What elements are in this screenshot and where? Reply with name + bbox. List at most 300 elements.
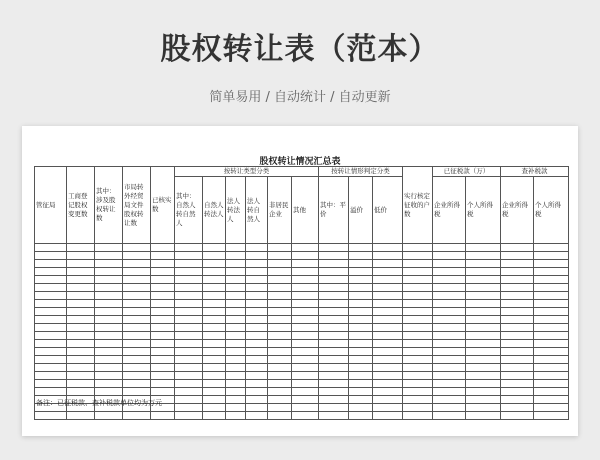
table-cell[interactable] [373,348,403,356]
table-cell[interactable] [403,348,433,356]
table-cell[interactable] [466,332,501,340]
table-cell[interactable] [534,308,569,316]
table-cell[interactable] [292,252,319,260]
table-cell[interactable] [373,292,403,300]
table-cell[interactable] [67,364,95,372]
table-cell[interactable] [35,252,67,260]
table-cell[interactable] [95,412,123,420]
table-cell[interactable] [35,308,67,316]
table-cell[interactable] [151,244,175,252]
table-cell[interactable] [151,372,175,380]
table-cell[interactable] [501,348,534,356]
table-cell[interactable] [175,388,203,396]
table-cell[interactable] [175,260,203,268]
table-cell[interactable] [226,372,246,380]
table-cell[interactable] [175,364,203,372]
table-cell[interactable] [268,380,292,388]
table-cell[interactable] [226,332,246,340]
table-cell[interactable] [246,348,268,356]
table-cell[interactable] [67,284,95,292]
table-cell[interactable] [433,340,466,348]
table-cell[interactable] [433,284,466,292]
table-cell[interactable] [246,340,268,348]
table-cell[interactable] [67,332,95,340]
table-cell[interactable] [123,364,151,372]
table-cell[interactable] [292,388,319,396]
table-cell[interactable] [292,332,319,340]
table-cell[interactable] [501,364,534,372]
table-cell[interactable] [349,332,373,340]
table-cell[interactable] [319,404,349,412]
table-cell[interactable] [349,372,373,380]
table-cell[interactable] [319,284,349,292]
table-cell[interactable] [433,412,466,420]
table-cell[interactable] [534,364,569,372]
table-cell[interactable] [349,404,373,412]
table-cell[interactable] [95,364,123,372]
table-cell[interactable] [35,292,67,300]
table-cell[interactable] [292,324,319,332]
table-cell[interactable] [403,372,433,380]
table-cell[interactable] [433,364,466,372]
table-cell[interactable] [403,300,433,308]
table-cell[interactable] [373,300,403,308]
table-cell[interactable] [373,260,403,268]
table-cell[interactable] [373,412,403,420]
table-cell[interactable] [35,324,67,332]
table-cell[interactable] [67,380,95,388]
table-cell[interactable] [175,324,203,332]
table-cell[interactable] [203,372,226,380]
table-cell[interactable] [501,332,534,340]
table-cell[interactable] [292,268,319,276]
table-cell[interactable] [175,292,203,300]
table-cell[interactable] [203,412,226,420]
table-cell[interactable] [35,356,67,364]
table-cell[interactable] [403,276,433,284]
table-cell[interactable] [151,292,175,300]
table-cell[interactable] [123,260,151,268]
table-cell[interactable] [123,348,151,356]
table-cell[interactable] [466,292,501,300]
table-cell[interactable] [95,300,123,308]
table-cell[interactable] [175,372,203,380]
table-cell[interactable] [123,252,151,260]
table-cell[interactable] [292,340,319,348]
table-cell[interactable] [123,308,151,316]
table-cell[interactable] [123,332,151,340]
table-cell[interactable] [403,340,433,348]
table-cell[interactable] [349,316,373,324]
table-cell[interactable] [501,268,534,276]
table-cell[interactable] [501,372,534,380]
table-cell[interactable] [501,340,534,348]
table-cell[interactable] [95,332,123,340]
table-cell[interactable] [319,324,349,332]
table-cell[interactable] [292,276,319,284]
table-cell[interactable] [226,404,246,412]
table-cell[interactable] [292,260,319,268]
table-cell[interactable] [433,372,466,380]
table-cell[interactable] [373,380,403,388]
table-cell[interactable] [466,348,501,356]
table-cell[interactable] [151,268,175,276]
table-cell[interactable] [501,316,534,324]
table-cell[interactable] [95,292,123,300]
table-cell[interactable] [151,284,175,292]
table-cell[interactable] [123,284,151,292]
table-cell[interactable] [67,340,95,348]
table-cell[interactable] [403,324,433,332]
table-cell[interactable] [319,244,349,252]
table-cell[interactable] [95,372,123,380]
table-cell[interactable] [433,396,466,404]
table-cell[interactable] [175,340,203,348]
table-cell[interactable] [95,268,123,276]
table-cell[interactable] [175,300,203,308]
table-cell[interactable] [268,364,292,372]
table-cell[interactable] [534,276,569,284]
table-cell[interactable] [501,300,534,308]
table-cell[interactable] [501,412,534,420]
table-cell[interactable] [95,380,123,388]
table-cell[interactable] [226,364,246,372]
table-cell[interactable] [319,372,349,380]
table-cell[interactable] [373,324,403,332]
table-cell[interactable] [203,260,226,268]
table-cell[interactable] [67,388,95,396]
table-cell[interactable] [203,300,226,308]
table-cell[interactable] [319,300,349,308]
table-cell[interactable] [433,404,466,412]
table-cell[interactable] [203,276,226,284]
table-cell[interactable] [268,292,292,300]
table-cell[interactable] [433,268,466,276]
table-cell[interactable] [203,396,226,404]
table-cell[interactable] [226,300,246,308]
table-cell[interactable] [534,300,569,308]
table-cell[interactable] [123,372,151,380]
table-cell[interactable] [373,308,403,316]
table-cell[interactable] [95,252,123,260]
table-cell[interactable] [466,412,501,420]
table-cell[interactable] [319,308,349,316]
table-cell[interactable] [466,388,501,396]
table-cell[interactable] [175,332,203,340]
table-cell[interactable] [268,372,292,380]
table-cell[interactable] [123,276,151,284]
table-cell[interactable] [534,356,569,364]
table-cell[interactable] [35,332,67,340]
table-cell[interactable] [466,268,501,276]
table-cell[interactable] [466,300,501,308]
table-cell[interactable] [95,348,123,356]
table-cell[interactable] [246,284,268,292]
table-cell[interactable] [226,276,246,284]
table-cell[interactable] [268,284,292,292]
table-cell[interactable] [35,340,67,348]
table-cell[interactable] [501,276,534,284]
table-cell[interactable] [403,244,433,252]
table-cell[interactable] [501,396,534,404]
table-cell[interactable] [268,268,292,276]
table-cell[interactable] [534,396,569,404]
table-cell[interactable] [246,356,268,364]
table-cell[interactable] [226,380,246,388]
table-cell[interactable] [203,308,226,316]
table-cell[interactable] [35,412,67,420]
table-cell[interactable] [95,284,123,292]
table-cell[interactable] [433,316,466,324]
table-cell[interactable] [35,372,67,380]
table-cell[interactable] [151,412,175,420]
table-cell[interactable] [534,332,569,340]
table-cell[interactable] [466,380,501,388]
table-cell[interactable] [35,260,67,268]
table-cell[interactable] [175,252,203,260]
table-cell[interactable] [373,356,403,364]
table-cell[interactable] [501,404,534,412]
table-cell[interactable] [268,332,292,340]
table-cell[interactable] [35,276,67,284]
table-cell[interactable] [151,260,175,268]
table-cell[interactable] [175,412,203,420]
table-cell[interactable] [246,300,268,308]
table-cell[interactable] [95,324,123,332]
table-cell[interactable] [466,244,501,252]
table-cell[interactable] [349,260,373,268]
table-cell[interactable] [175,356,203,364]
table-cell[interactable] [319,252,349,260]
table-cell[interactable] [319,356,349,364]
table-cell[interactable] [95,356,123,364]
table-cell[interactable] [246,308,268,316]
table-cell[interactable] [203,292,226,300]
table-cell[interactable] [35,380,67,388]
table-cell[interactable] [501,292,534,300]
table-cell[interactable] [319,260,349,268]
table-cell[interactable] [534,340,569,348]
table-cell[interactable] [226,244,246,252]
table-cell[interactable] [433,300,466,308]
table-cell[interactable] [203,268,226,276]
table-cell[interactable] [95,340,123,348]
table-cell[interactable] [268,356,292,364]
table-cell[interactable] [123,324,151,332]
table-cell[interactable] [123,300,151,308]
table-cell[interactable] [403,268,433,276]
table-cell[interactable] [151,324,175,332]
table-cell[interactable] [292,308,319,316]
table-cell[interactable] [349,268,373,276]
table-cell[interactable] [403,284,433,292]
table-cell[interactable] [433,244,466,252]
table-cell[interactable] [292,292,319,300]
table-cell[interactable] [246,316,268,324]
table-cell[interactable] [203,404,226,412]
table-cell[interactable] [349,284,373,292]
table-cell[interactable] [501,284,534,292]
table-cell[interactable] [246,244,268,252]
table-cell[interactable] [466,316,501,324]
table-cell[interactable] [67,276,95,284]
table-cell[interactable] [466,340,501,348]
table-cell[interactable] [151,364,175,372]
table-cell[interactable] [373,332,403,340]
table-cell[interactable] [203,380,226,388]
table-cell[interactable] [534,348,569,356]
table-cell[interactable] [349,364,373,372]
table-cell[interactable] [466,324,501,332]
table-cell[interactable] [35,300,67,308]
table-cell[interactable] [466,276,501,284]
table-cell[interactable] [268,396,292,404]
table-cell[interactable] [123,244,151,252]
table-cell[interactable] [151,316,175,324]
table-cell[interactable] [349,340,373,348]
table-cell[interactable] [534,260,569,268]
table-cell[interactable] [403,356,433,364]
table-cell[interactable] [35,388,67,396]
table-cell[interactable] [292,316,319,324]
table-cell[interactable] [534,252,569,260]
table-cell[interactable] [534,244,569,252]
table-cell[interactable] [203,332,226,340]
table-cell[interactable] [466,252,501,260]
table-cell[interactable] [67,372,95,380]
table-cell[interactable] [373,404,403,412]
table-cell[interactable] [501,252,534,260]
table-cell[interactable] [67,308,95,316]
table-cell[interactable] [203,324,226,332]
table-cell[interactable] [226,268,246,276]
table-cell[interactable] [226,252,246,260]
table-cell[interactable] [466,396,501,404]
table-cell[interactable] [501,356,534,364]
table-cell[interactable] [403,308,433,316]
table-cell[interactable] [226,292,246,300]
table-cell[interactable] [246,412,268,420]
table-cell[interactable] [203,316,226,324]
table-cell[interactable] [67,268,95,276]
table-cell[interactable] [433,260,466,268]
table-cell[interactable] [175,380,203,388]
table-cell[interactable] [501,244,534,252]
table-cell[interactable] [373,316,403,324]
table-cell[interactable] [35,244,67,252]
table-cell[interactable] [501,388,534,396]
table-cell[interactable] [123,292,151,300]
table-cell[interactable] [246,388,268,396]
table-cell[interactable] [373,372,403,380]
table-cell[interactable] [268,252,292,260]
table-cell[interactable] [151,308,175,316]
table-cell[interactable] [319,276,349,284]
table-cell[interactable] [268,388,292,396]
table-cell[interactable] [268,316,292,324]
table-cell[interactable] [403,292,433,300]
table-cell[interactable] [403,396,433,404]
table-cell[interactable] [67,244,95,252]
table-cell[interactable] [67,292,95,300]
table-cell[interactable] [373,268,403,276]
table-cell[interactable] [95,388,123,396]
table-cell[interactable] [534,404,569,412]
table-cell[interactable] [246,268,268,276]
table-cell[interactable] [403,260,433,268]
table-cell[interactable] [95,244,123,252]
table-cell[interactable] [501,380,534,388]
table-cell[interactable] [349,324,373,332]
table-cell[interactable] [203,252,226,260]
table-cell[interactable] [292,412,319,420]
table-cell[interactable] [433,308,466,316]
table-cell[interactable] [534,388,569,396]
table-cell[interactable] [319,316,349,324]
table-cell[interactable] [292,396,319,404]
table-cell[interactable] [67,300,95,308]
table-cell[interactable] [373,388,403,396]
table-cell[interactable] [319,268,349,276]
table-cell[interactable] [466,364,501,372]
table-cell[interactable] [123,388,151,396]
table-cell[interactable] [151,380,175,388]
table-cell[interactable] [123,380,151,388]
table-cell[interactable] [95,308,123,316]
table-cell[interactable] [203,348,226,356]
table-cell[interactable] [466,308,501,316]
table-cell[interactable] [292,348,319,356]
table-cell[interactable] [319,364,349,372]
table-cell[interactable] [292,244,319,252]
table-cell[interactable] [151,276,175,284]
table-cell[interactable] [403,404,433,412]
table-cell[interactable] [35,348,67,356]
table-cell[interactable] [501,260,534,268]
table-cell[interactable] [246,372,268,380]
table-cell[interactable] [226,260,246,268]
table-cell[interactable] [246,252,268,260]
table-cell[interactable] [226,340,246,348]
table-cell[interactable] [292,404,319,412]
table-cell[interactable] [35,284,67,292]
table-cell[interactable] [501,308,534,316]
table-cell[interactable] [319,348,349,356]
table-cell[interactable] [203,284,226,292]
table-cell[interactable] [35,316,67,324]
table-cell[interactable] [151,332,175,340]
table-cell[interactable] [175,268,203,276]
table-cell[interactable] [203,356,226,364]
table-cell[interactable] [349,396,373,404]
table-cell[interactable] [433,276,466,284]
table-cell[interactable] [349,380,373,388]
table-cell[interactable] [151,348,175,356]
table-cell[interactable] [268,412,292,420]
table-cell[interactable] [349,412,373,420]
table-cell[interactable] [246,332,268,340]
table-cell[interactable] [534,316,569,324]
table-cell[interactable] [226,412,246,420]
table-cell[interactable] [349,252,373,260]
table-cell[interactable] [246,364,268,372]
table-cell[interactable] [349,292,373,300]
table-cell[interactable] [123,356,151,364]
table-cell[interactable] [268,340,292,348]
table-cell[interactable] [67,356,95,364]
table-cell[interactable] [95,260,123,268]
table-cell[interactable] [433,380,466,388]
